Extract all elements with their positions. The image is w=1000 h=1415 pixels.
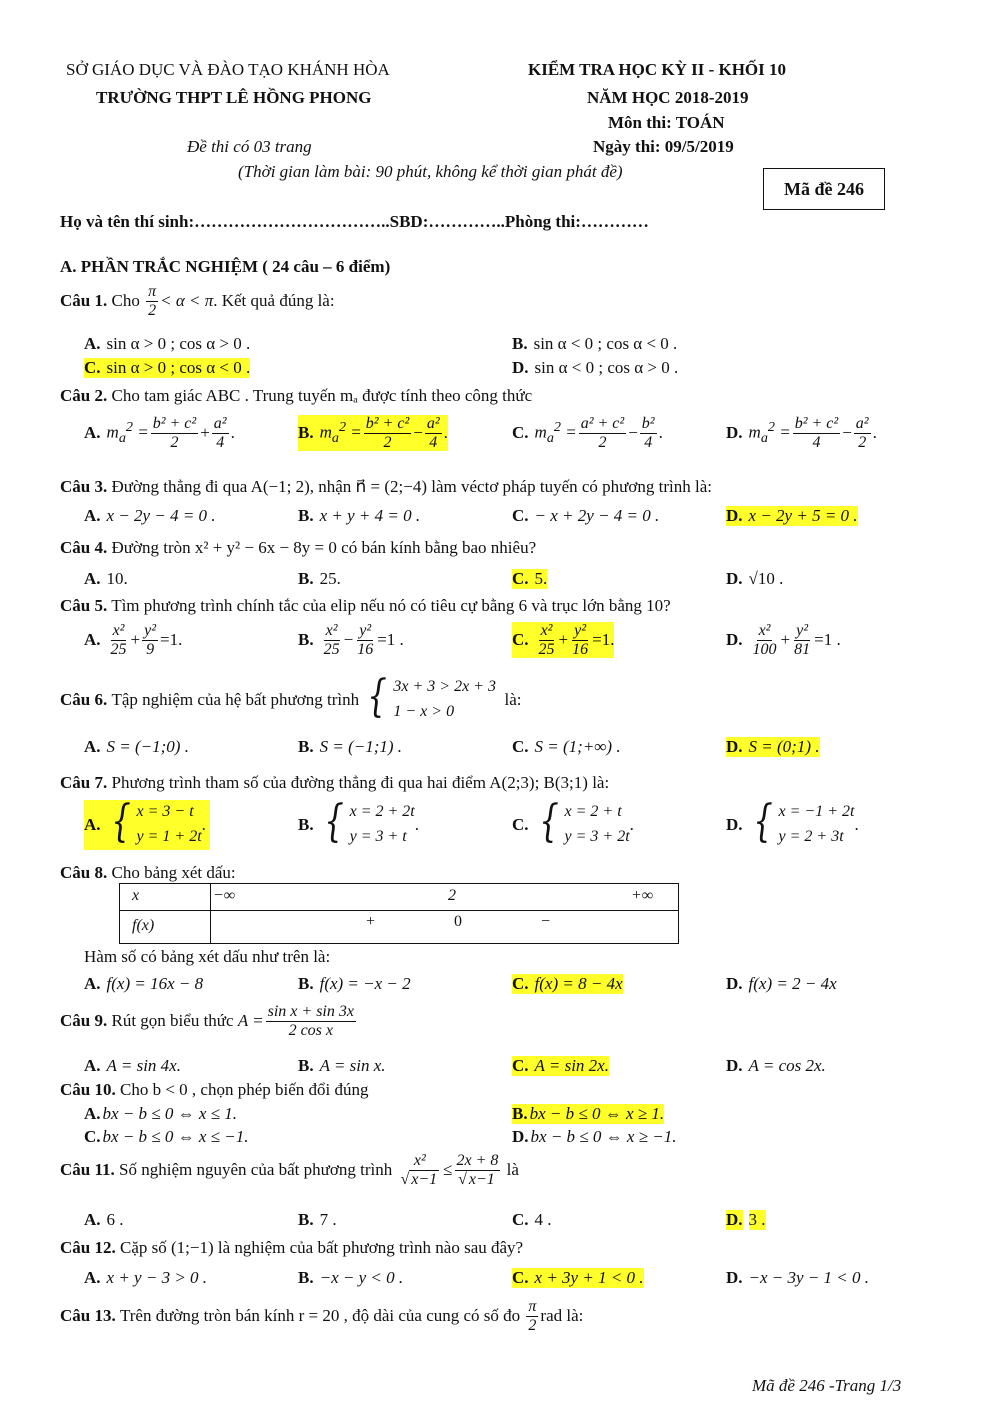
- q6-option-c[interactable]: [512, 737, 621, 757]
- question-text: Cho tam giác ABC . Trung tuyến mₐ được tính theo công thức: [111, 386, 533, 405]
- question-6: [60, 671, 522, 725]
- question-9: [60, 1003, 358, 1039]
- question-label: Câu 1.: [60, 291, 108, 311]
- q12-option-a[interactable]: [84, 1268, 207, 1288]
- fraction-denominator: x−1: [468, 1170, 495, 1188]
- option-text: x − 2y + 5 = 0 .: [748, 506, 858, 525]
- student-info-line: Họ và tên thí sinh:……………………………..SBD:…………..Phòng thi:…………: [60, 212, 649, 231]
- option-label: D.: [726, 1210, 743, 1229]
- option-text: A = sin 4x.: [106, 1056, 181, 1075]
- q6-option-b[interactable]: [298, 737, 402, 757]
- option-label: D.: [512, 1127, 529, 1146]
- question-label: Câu 6.: [60, 689, 108, 709]
- question-text: Phương trình tham số của đường thẳng đi qua hai điểm A(2;3); B(3;1) là:: [111, 773, 610, 792]
- table-cell: f(x): [132, 917, 155, 934]
- option-label: C.: [512, 814, 529, 834]
- q8-prompt: Hàm số có bảng xét dấu như trên là:: [84, 947, 331, 966]
- option-label: A.: [84, 737, 101, 756]
- time-note: (Thời gian làm bài: 90 phút, không kể thời gian phát đề): [238, 162, 623, 181]
- table-cell: 0: [454, 913, 462, 930]
- option-label: B.: [298, 1210, 314, 1229]
- option-label: D.: [512, 358, 529, 377]
- option-label: C.: [512, 1210, 529, 1229]
- q1-option-b[interactable]: [512, 334, 677, 354]
- q11-option-c[interactable]: [512, 1210, 552, 1230]
- q10-option-a[interactable]: [84, 1104, 237, 1124]
- question-label: Câu 5.: [60, 596, 108, 615]
- q4-option-a[interactable]: [84, 569, 128, 589]
- option-text: 6 .: [106, 1210, 124, 1229]
- q8-option-b[interactable]: [298, 974, 411, 994]
- inequality-system: { 3x + 3 > 2x + 3 1 − x > 0: [367, 671, 496, 722]
- option-text: 10.: [106, 569, 128, 588]
- question-text: Đường thẳng đi qua A(−1; 2), nhận n⃗ = (2;−4) làm véctơ pháp tuyến có phương trình là:: [111, 477, 712, 496]
- question-label: Câu 13.: [60, 1306, 116, 1326]
- option-text: − x + 2y − 4 = 0 .: [534, 506, 660, 525]
- option-text: f(x) = 8 − 4x: [534, 974, 623, 993]
- option-label: A.: [84, 814, 101, 834]
- q10-option-c[interactable]: [84, 1127, 248, 1147]
- option-label: C.: [512, 974, 529, 993]
- option-label: B.: [512, 334, 528, 353]
- option-label: A.: [84, 1056, 101, 1075]
- q3-option-b[interactable]: [298, 506, 420, 526]
- q1-option-a[interactable]: [84, 334, 250, 354]
- q7-option-b[interactable]: B. { x = 2 + 2t y = 3 + t .: [298, 796, 419, 847]
- question-8: [60, 863, 236, 883]
- option-label: A.: [84, 506, 101, 525]
- q5-option-b[interactable]: B. $\frac{\text{x²}}{25}$ − $\frac{\text{y²}}{16}$ =1 .: [298, 622, 404, 658]
- option-text: −x − y < 0 .: [319, 1268, 404, 1287]
- option-label: A.: [84, 974, 101, 993]
- q2-option-b[interactable]: B. $m_a^2$ = $\frac{\text{b² + c²}}{2}$ − $\frac{\text{a²}}{4}$ .: [298, 415, 448, 451]
- option-label: C.: [512, 630, 529, 650]
- question-13: Câu 13. Trên đường tròn bán kính r = 20 , độ dài của cung có số đo $\frac{\pi}{2}$ rad là:: [60, 1298, 584, 1334]
- q2-option-c[interactable]: C. $m_a^2$ = $\frac{\text{a² + c²}}{2}$ − $\frac{\text{b²}}{4}$ .: [512, 415, 663, 451]
- table-cell: −: [541, 913, 551, 930]
- question-text: Số nghiệm nguyên của bất phương trình: [119, 1160, 393, 1180]
- option-label: D.: [726, 1268, 743, 1287]
- option-label: B.: [298, 1268, 314, 1287]
- option-label: A.: [84, 1268, 101, 1287]
- option-text: 25.: [319, 569, 341, 588]
- q11-option-a[interactable]: [84, 1210, 124, 1230]
- question-text: Đường tròn x² + y² − 6x − 8y = 0 có bán kính bằng bao nhiêu?: [111, 538, 537, 557]
- option-label: D.: [726, 630, 743, 650]
- q3-option-d[interactable]: [726, 506, 858, 526]
- option-label: C.: [84, 358, 101, 377]
- q10-option-b[interactable]: [512, 1104, 664, 1124]
- question-text: Cho b < 0 , chọn phép biến đổi đúng: [119, 1080, 369, 1099]
- question-10: [60, 1080, 369, 1100]
- question-text: Tìm phương trình chính tắc của elip nếu nó có tiêu cự bằng 6 và trục lớn bằng 10?: [111, 596, 671, 615]
- option-label: A.: [84, 1210, 101, 1229]
- table-cell: 2: [448, 887, 456, 904]
- option-label: D.: [726, 506, 743, 525]
- fraction-numerator: x²: [413, 1152, 426, 1169]
- question-5: [60, 596, 671, 616]
- option-label: A.: [84, 423, 101, 443]
- question-label: Câu 7.: [60, 773, 108, 792]
- option-text: x − 2y − 4 = 0 .: [106, 506, 216, 525]
- question-text: rad là:: [540, 1306, 584, 1326]
- table-cell: x: [132, 887, 140, 904]
- option-label: C.: [512, 506, 529, 525]
- option-text: 3 .: [748, 1210, 766, 1229]
- question-text: là: [506, 1160, 519, 1180]
- option-text: 7 .: [319, 1210, 337, 1229]
- subject: Môn thi: TOÁN: [608, 113, 725, 132]
- option-text: bx − b ≤ 0 ⇔ x ≥ −1.: [530, 1127, 677, 1146]
- q12-option-d[interactable]: [726, 1268, 869, 1288]
- table-cell: +∞: [631, 887, 654, 904]
- option-text: −x − 3y − 1 < 0 .: [748, 1268, 870, 1287]
- school-year: NĂM HỌC 2018-2019: [587, 88, 749, 107]
- question-12: [60, 1238, 523, 1258]
- option-label: B.: [298, 737, 314, 756]
- option-text: A = sin 2x.: [534, 1056, 609, 1075]
- question-label: Câu 9.: [60, 1011, 108, 1031]
- q3-option-c[interactable]: [512, 506, 659, 526]
- pages-note: Đề thi có 03 trang: [187, 137, 312, 156]
- option-text: sin α > 0 ; cos α > 0 .: [106, 334, 251, 353]
- question-1: Câu 1. Cho $\frac{\pi}{2}$ < α < π . Kết quả đúng là:: [60, 283, 335, 319]
- q9-option-c[interactable]: [512, 1056, 609, 1076]
- option-text: A = cos 2x.: [748, 1056, 826, 1075]
- question-label: Câu 2.: [60, 386, 108, 405]
- option-label: C.: [84, 1127, 101, 1146]
- page-footer: Mã đề 246 -Trang 1/3: [752, 1376, 902, 1395]
- question-text: Cặp số (1;−1) là nghiệm của bất phương trình nào sau đây?: [119, 1238, 524, 1257]
- option-label: D.: [726, 569, 743, 588]
- option-text: bx − b ≤ 0 ⇔ x ≥ 1.: [529, 1104, 665, 1123]
- option-label: D.: [726, 737, 743, 756]
- q4-option-d[interactable]: [726, 569, 783, 589]
- q6-option-d[interactable]: [726, 737, 820, 757]
- option-text: f(x) = 16x − 8: [106, 974, 204, 993]
- q11-option-d[interactable]: [726, 1210, 766, 1230]
- q1-option-d[interactable]: [512, 358, 678, 378]
- option-label: B.: [298, 569, 314, 588]
- table-cell: −∞: [213, 887, 236, 904]
- q1-option-c[interactable]: [84, 358, 250, 378]
- question-text: là:: [504, 689, 522, 709]
- option-text: A = sin x.: [319, 1056, 386, 1075]
- option-label: C.: [512, 1056, 529, 1075]
- q5-option-c[interactable]: C. $\frac{\text{x²}}{25}$ + $\frac{\text{y²}}{16}$ =1.: [512, 622, 615, 658]
- option-label: A.: [84, 569, 101, 588]
- q8-option-a[interactable]: [84, 974, 203, 994]
- option-text: sin α < 0 ; cos α < 0 .: [533, 334, 678, 353]
- option-text: sin α < 0 ; cos α > 0 .: [534, 358, 679, 377]
- option-label: B.: [298, 974, 314, 993]
- question-text: Cho: [111, 291, 140, 311]
- q4-option-b[interactable]: [298, 569, 341, 589]
- q2-option-a[interactable]: A. $m_a^2$ = $\frac{\text{b² + c²}}{2}$ + $\frac{\text{a²}}{4}$ .: [84, 415, 235, 451]
- option-label: D.: [726, 974, 743, 993]
- q6-option-a[interactable]: [84, 737, 189, 757]
- option-label: D.: [726, 423, 743, 443]
- fraction-denominator: 2 cos x: [288, 1021, 334, 1039]
- q10-option-d[interactable]: [512, 1127, 676, 1147]
- q5-option-a[interactable]: A. $\frac{\text{x²}}{25}$ + $\frac{\text{y²}}{9}$ =1.: [84, 622, 183, 658]
- q5-option-d[interactable]: D. $\frac{\text{x²}}{100}$ + $\frac{\text{y²}}{81}$ =1 .: [726, 622, 841, 658]
- option-text: bx − b ≤ 0 ⇔ x ≤ −1.: [102, 1127, 249, 1146]
- question-text: Tập nghiệm của hệ bất phương trình: [111, 689, 360, 709]
- option-text: bx − b ≤ 0 ⇔ x ≤ 1.: [102, 1104, 238, 1123]
- q8-option-c[interactable]: [512, 974, 623, 994]
- q12-option-c[interactable]: [512, 1268, 644, 1288]
- question-label: Câu 12.: [60, 1238, 116, 1257]
- question-label: Câu 4.: [60, 538, 108, 557]
- option-text: S = (−1;0) .: [106, 737, 189, 756]
- option-text: S = (−1;1) .: [319, 737, 403, 756]
- option-label: B.: [298, 814, 314, 834]
- option-label: B.: [298, 423, 314, 443]
- option-label: C.: [512, 737, 529, 756]
- q11-option-b[interactable]: [298, 1210, 337, 1230]
- q8-option-d[interactable]: [726, 974, 837, 994]
- question-text: Trên đường tròn bán kính r = 20 , độ dài của cung có số đo: [119, 1306, 521, 1326]
- expression-lhs: A =: [237, 1011, 264, 1031]
- q9-option-d[interactable]: [726, 1056, 826, 1076]
- option-text: sin α > 0 ; cos α < 0 .: [106, 358, 251, 377]
- option-label: C.: [512, 569, 529, 588]
- exam-date: Ngày thi: 09/5/2019: [593, 137, 734, 156]
- q7-option-d[interactable]: D. { x = −1 + 2t y = 2 + 3t .: [726, 796, 859, 847]
- option-label: A.: [84, 1104, 101, 1123]
- option-text: f(x) = −x − 2: [319, 974, 411, 993]
- option-text: S = (0;1) .: [748, 737, 820, 756]
- question-text: . Kết quả đúng là:: [213, 291, 335, 311]
- exam-title: KIỂM TRA HỌC KỲ II - KHỐI 10: [528, 60, 787, 79]
- option-text: S = (1;+∞) .: [534, 737, 621, 756]
- question-11: Câu 11. Số nghiệm nguyên của bất phương trình $\frac{\text{x²}}{√ x-1}$ ≤ $\frac{2x + 8}{√ x-1}$ là: [60, 1152, 519, 1188]
- fraction-denominator: x−1: [411, 1170, 438, 1188]
- option-label: A.: [84, 630, 101, 650]
- option-text: x + y − 3 > 0 .: [106, 1268, 208, 1287]
- option-label: B.: [298, 630, 314, 650]
- option-text: √10 .: [748, 569, 784, 588]
- exam-code-box: Mã đề 246: [763, 168, 885, 210]
- school-name: TRƯỜNG THPT LÊ HỒNG PHONG: [96, 88, 372, 107]
- fraction-numerator: sin x + sin 3x: [267, 1003, 354, 1020]
- option-text: 4 .: [534, 1210, 552, 1229]
- question-label: Câu 8.: [60, 863, 108, 882]
- q12-option-b[interactable]: [298, 1268, 403, 1288]
- option-label: C.: [512, 1268, 529, 1287]
- option-label: B.: [298, 1056, 314, 1075]
- option-text: f(x) = 2 − 4x: [748, 974, 837, 993]
- option-label: D.: [726, 1056, 743, 1075]
- table-cell: +: [366, 913, 376, 930]
- question-2: [60, 386, 532, 406]
- option-label: C.: [512, 423, 529, 443]
- question-text: Rút gọn biểu thức: [111, 1011, 234, 1031]
- q4-option-c[interactable]: [512, 569, 547, 589]
- fraction-numerator: 2x + 8: [456, 1152, 499, 1169]
- q3-option-a[interactable]: [84, 506, 216, 526]
- sign-table: [119, 883, 679, 944]
- option-label: D.: [726, 814, 743, 834]
- question-3: [60, 477, 712, 497]
- q9-option-a[interactable]: [84, 1056, 181, 1076]
- q9-option-b[interactable]: [298, 1056, 386, 1076]
- option-label: A.: [84, 334, 101, 353]
- question-label: Câu 3.: [60, 477, 108, 496]
- option-text: 5.: [534, 569, 548, 588]
- department-name: SỞ GIÁO DỤC VÀ ĐÀO TẠO KHÁNH HÒA: [66, 60, 390, 79]
- option-text: x + y + 4 = 0 .: [319, 506, 421, 525]
- question-label: Câu 11.: [60, 1160, 115, 1180]
- q2-option-d[interactable]: D. $m_a^2$ = $\frac{\text{b² + c²}}{4}$ − $\frac{\text{a²}}{2}$ .: [726, 415, 877, 451]
- option-label: B.: [298, 506, 314, 525]
- question-7: [60, 773, 609, 793]
- section-title: A. PHẦN TRẮC NGHIỆM ( 24 câu – 6 điểm): [60, 257, 391, 276]
- q7-option-c[interactable]: C. { x = 2 + t y = 3 + 2t .: [512, 796, 634, 847]
- option-label: B.: [512, 1104, 528, 1123]
- option-text: x + 3y + 1 < 0 .: [534, 1268, 644, 1287]
- q7-option-a[interactable]: A. { x = 3 − t y = 1 + 2t .: [84, 800, 210, 850]
- question-label: Câu 10.: [60, 1080, 116, 1099]
- question-4: [60, 538, 536, 558]
- question-text: Cho bảng xét dấu:: [111, 863, 236, 882]
